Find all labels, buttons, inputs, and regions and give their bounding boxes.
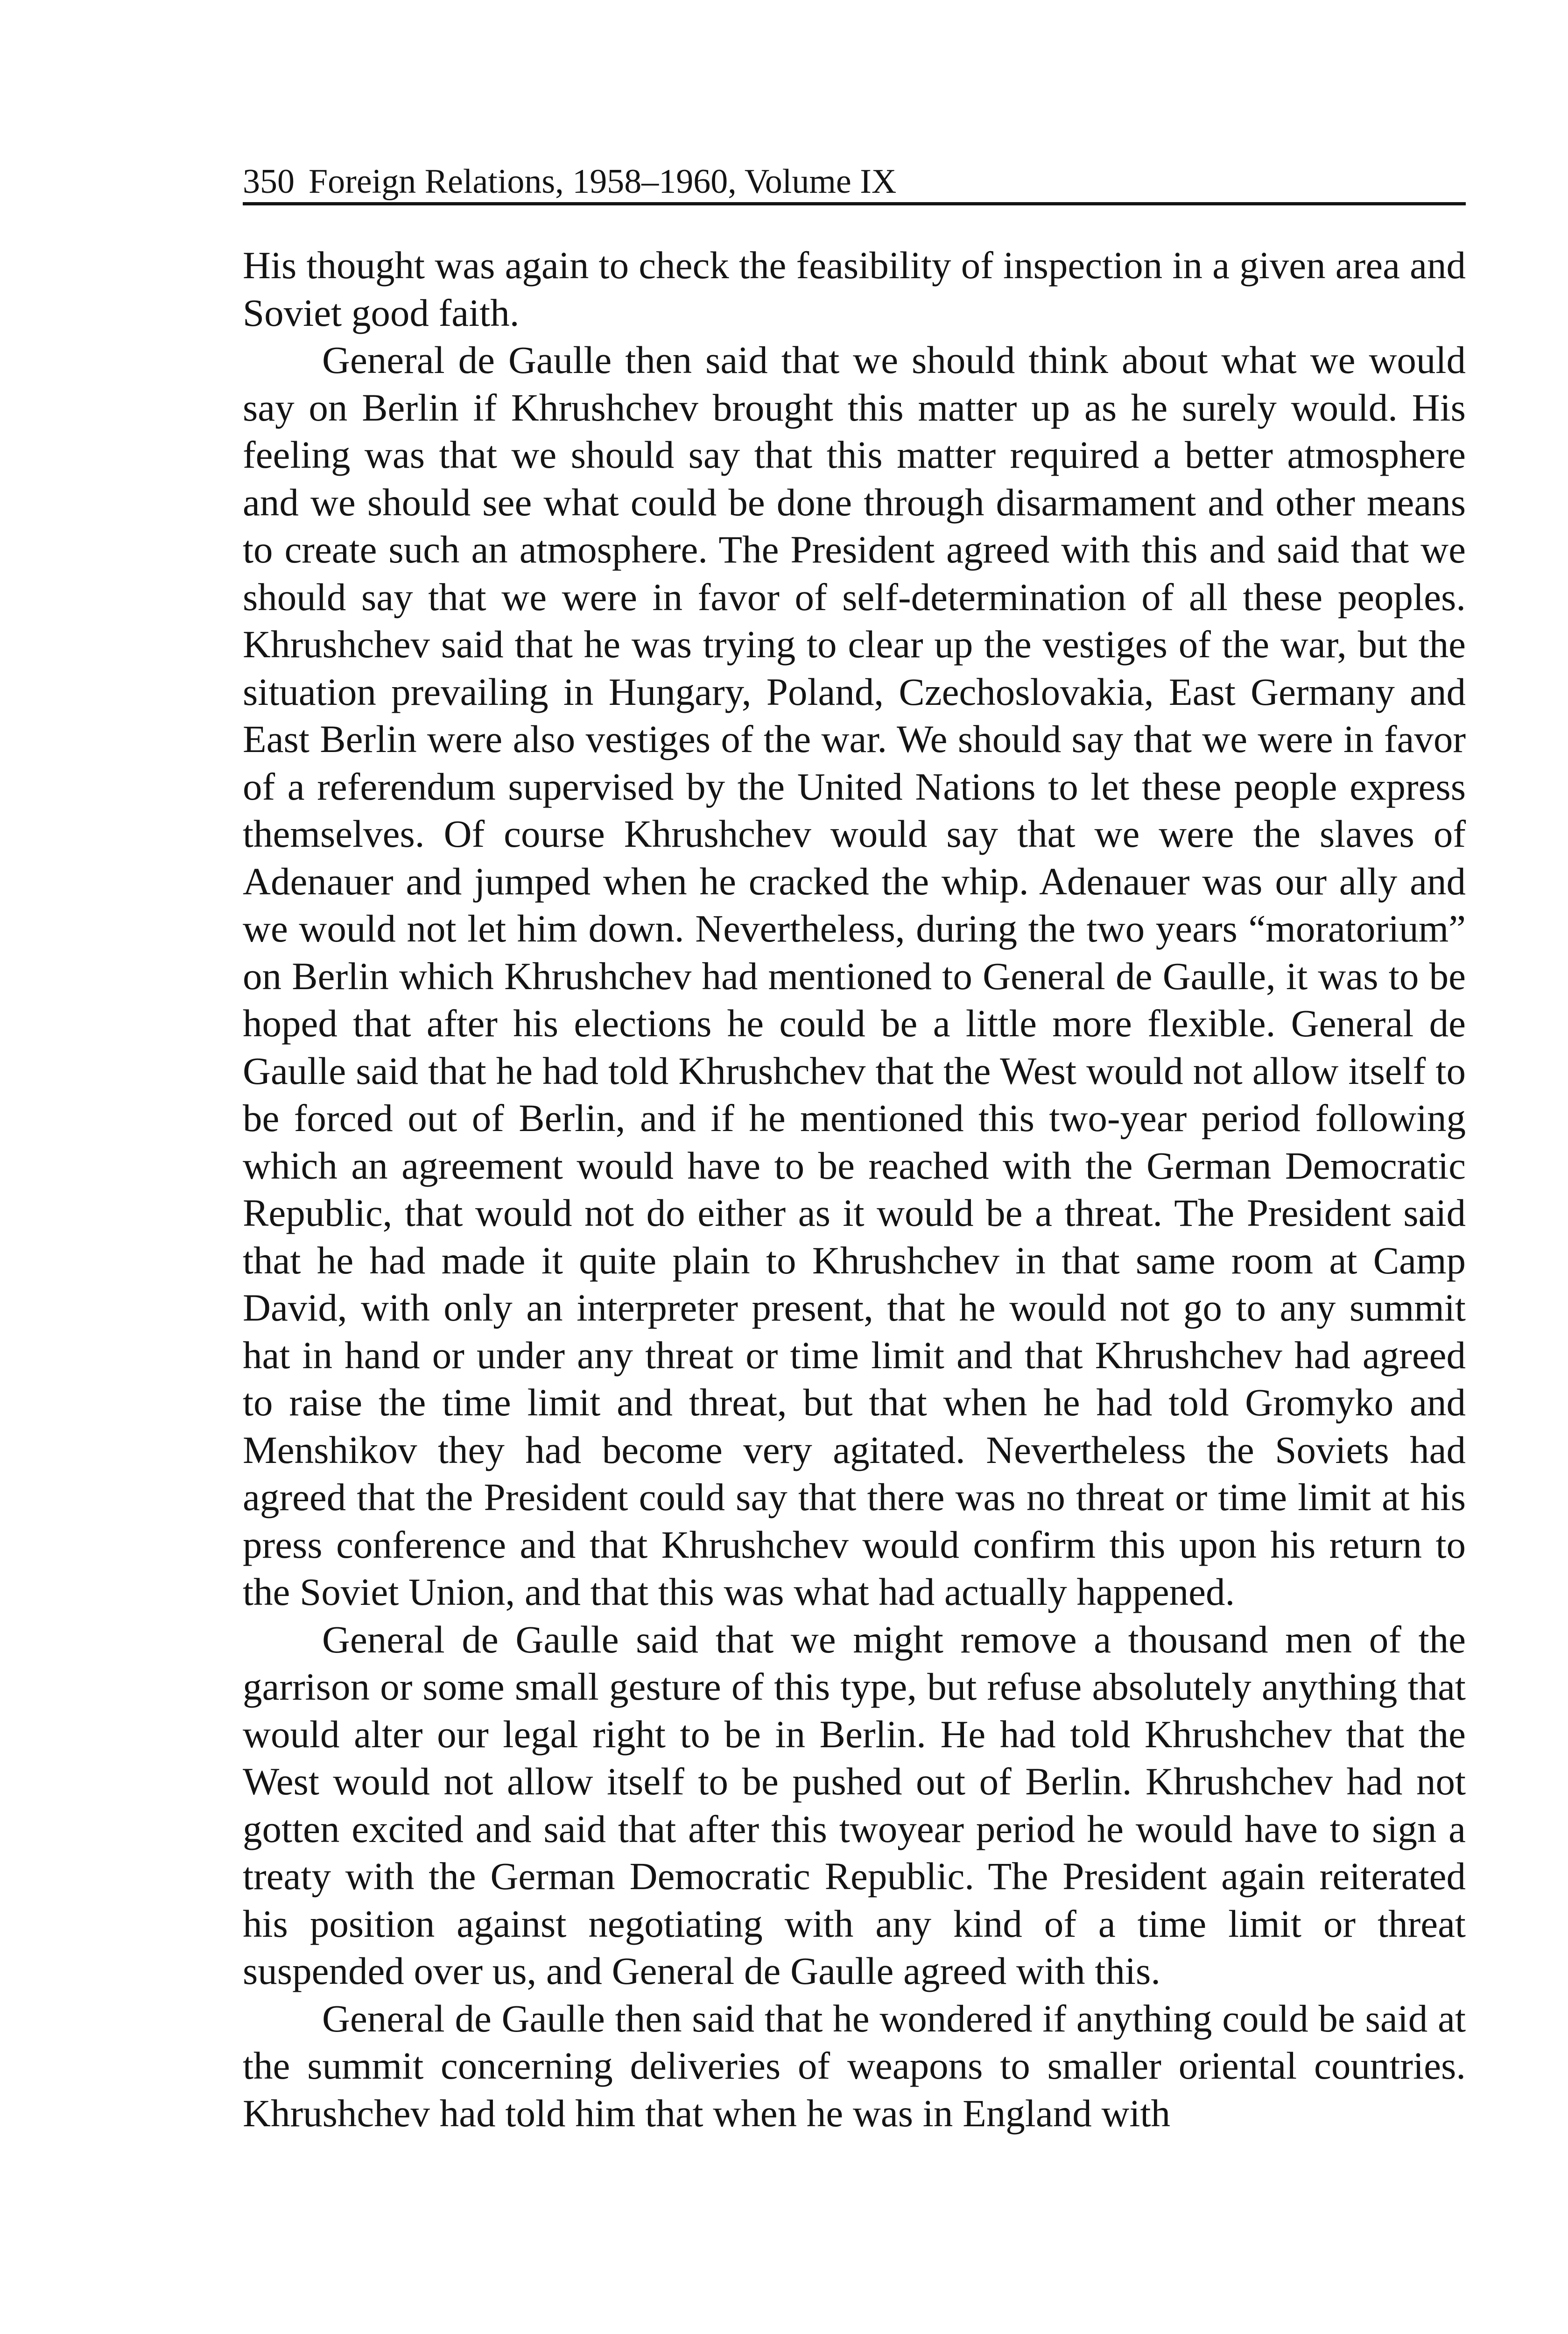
page-number: 350: [243, 162, 295, 201]
paragraph-continuation: His thought was again to check the feasibility of inspection in a given area and Soviet good faith.: [243, 244, 1466, 334]
paragraph-berlin-discussion: General de Gaulle then said that we should think about what we would say on Berlin if Khrushchev brought this matter up as he surely would. His feeling was that we should say that this matter required a better atmosphere and we should see what could be done through disarmament and other means to create such an atmosphere. The President agreed with this and said that we should say that we were in favor of self-determination of all these peoples. Khrushchev said that he was trying to clear up the vestiges of the war, but the situation prevailing in Hungary, Poland, Czechoslovakia, East Germany and East Berlin were also vestiges of the war. We should say that we were in favor of a referendum supervised by the United Nations to let these people express themselves. Of course Khrushchev would say that we were the slaves of Adenauer and jumped when he cracked the whip. Adenauer was our ally and we would not let him down. Nevertheless, during the two years “moratorium” on Berlin which Khrushchev had mentioned to General de Gaulle, it was to be hoped that after his elections he could be a little more flexible. General de Gaulle said that he had told Khrushchev that the West would not allow itself to be forced out of Berlin, and if he mentioned this two-year period following which an agreement would have to be reached with the German Democratic Republic, that would not do either as it would be a threat. The President said that he had made it quite plain to Khrushchev in that same room at Camp David, with only an interpreter present, that he would not go to any summit hat in hand or under any threat or time limit and that Khrushchev had agreed to raise the time limit and threat, but that when he had told Gromyko and Menshikov they had become very agitated. Nevertheless the Soviets had agreed that the President could say that there was no threat or time limit at his press conference and that Khrushchev would confirm this upon his return to the Soviet Union, and that this was what had actually happened.: [243, 338, 1466, 1613]
paragraph-garrison-gesture: General de Gaulle said that we might remove a thousand men of the garrison or some small gesture of this type, but refuse absolutely anything that would alter our legal right to be in Berlin. He had told Khrushchev that the West would not allow itself to be pushed out of Berlin. Khrushchev had not gotten excited and said that after this twoyear period he would have to sign a treaty with the German Democratic Republic. The President again reiterated his position against negotiating with any kind of a time limit or threat suspended over us, and General de Gaulle agreed with this.: [243, 1617, 1466, 1992]
running-head: [243, 161, 1466, 205]
running-title: Foreign Relations, 1958–1960, Volume IX: [309, 162, 897, 201]
body-text: [243, 242, 1466, 2137]
paragraph-weapons-deliveries: General de Gaulle then said that he wondered if anything could be said at the summit concerning deliveries of weapons to smaller oriental countries. Khrushchev had told him that when he was in England with: [243, 1997, 1466, 2135]
